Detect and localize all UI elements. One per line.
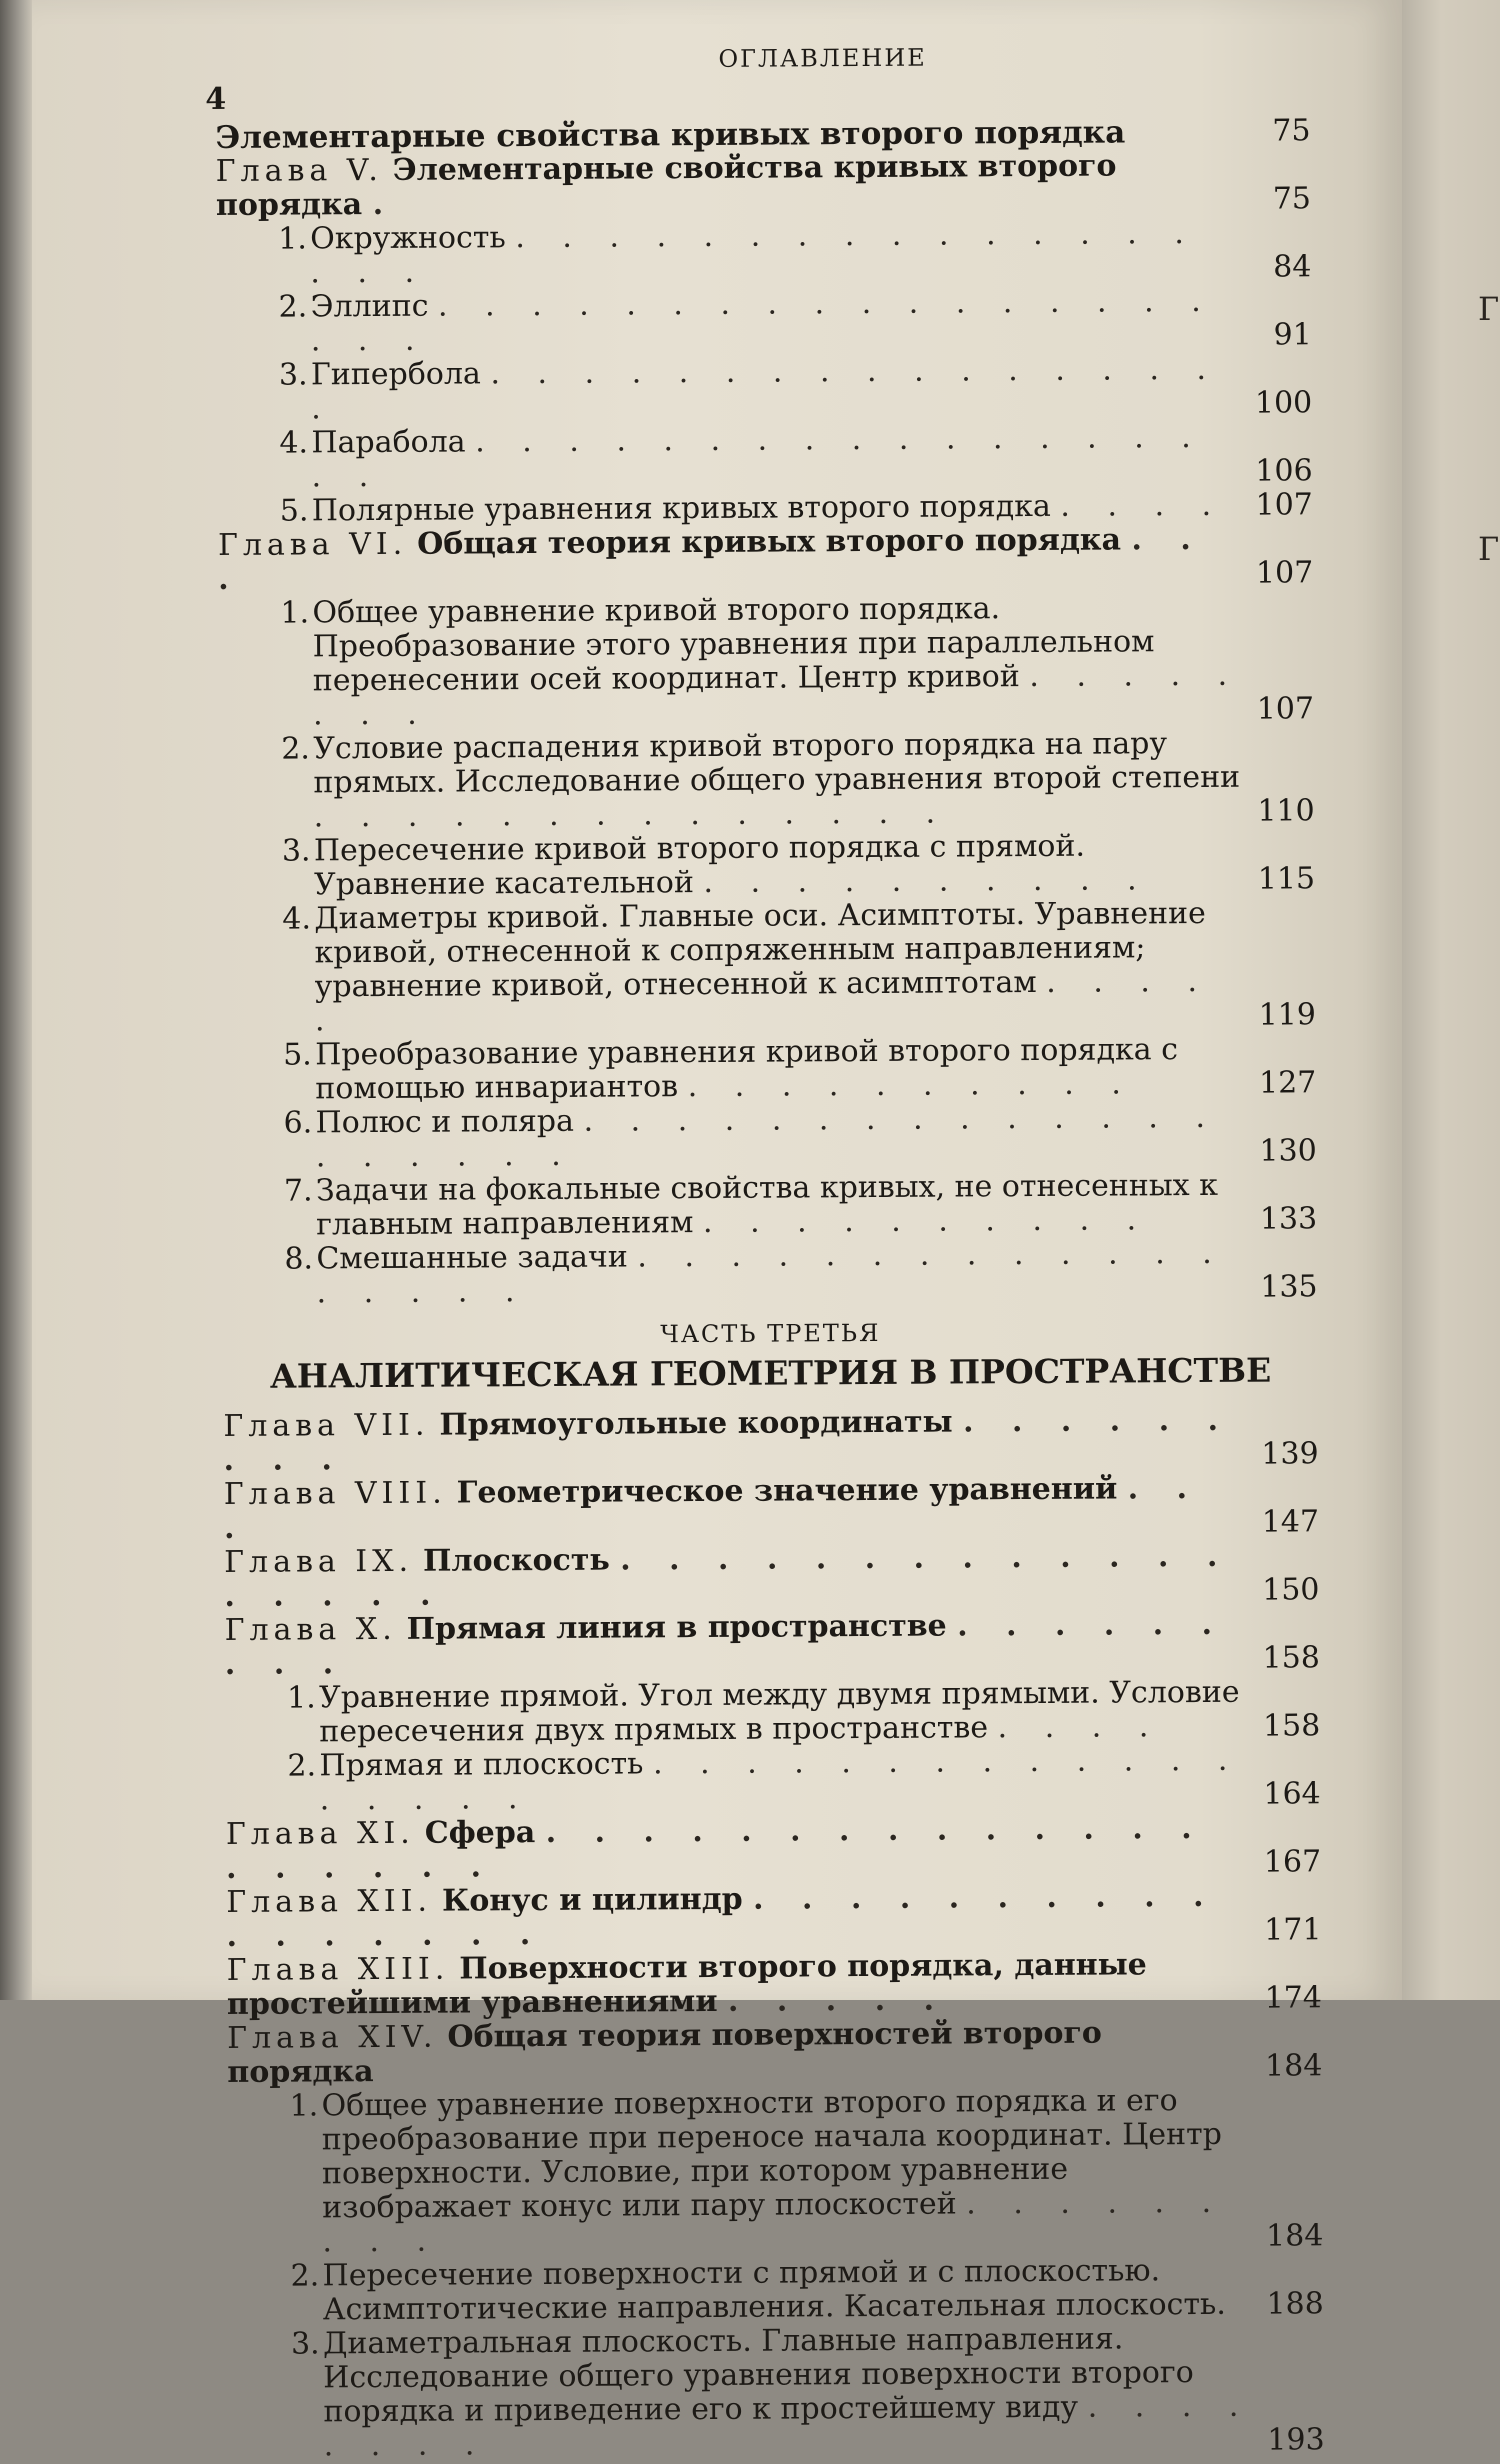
toc-section: 1. Окружность . . . . . . . . . . . . . . . . . . 84 <box>278 215 1312 291</box>
chapter-prefix: Глава VI. <box>217 526 408 563</box>
section-number: 8. <box>284 1241 314 1277</box>
section-number: 2. <box>281 731 311 767</box>
toc-page-number: 130 <box>1259 1133 1317 1169</box>
section-title: Диаметры кривой. Главные оси. Асимптоты. Уравнение кривой, отнесенной к сопряженным направлениям; уравнение кривой, отнесенной к асимптотам <box>314 895 1206 1005</box>
toc-chapter: Глава XIII. Поверхности второго порядка, данные простейшими уравнениями . . . . . 174 <box>226 1947 1323 2022</box>
toc-page-number: 91 <box>1273 317 1312 353</box>
chapter-title: Геометрическое значение уравнений <box>456 1471 1118 1511</box>
toc-section: 1. Уравнение прямой. Угол между двумя прямыми. Условие пересечения двух прямых в пространстве . . . . 158 <box>286 1674 1321 1750</box>
chapter-title: Элементарные свойства кривых второго порядка <box>215 148 1117 223</box>
toc-page-number: 171 <box>1264 1912 1322 1948</box>
section-number: 5. <box>279 493 309 529</box>
toc-page-number: 84 <box>1273 249 1312 285</box>
toc-page-number: 184 <box>1264 2048 1323 2084</box>
toc-page-number: 110 <box>1257 793 1315 829</box>
previous-page-edge <box>0 0 32 2000</box>
section-title: Общее уравнение кривой второго порядка. Преобразование этого уравнения при параллельном перенесении осей координат. Центр кривой <box>312 591 1155 699</box>
toc-chapter: Глава V. Элементарные свойства кривых второго порядка . 75 <box>215 148 1312 223</box>
toc-section: 6. Полюс и поляра . . . . . . . . . . . . . . . . . . . . 130 <box>283 1099 1317 1175</box>
section-title: Условие распадения кривой второго порядка на пару прямых. Исследование общего уравнения второй степени <box>313 726 1241 801</box>
section-title: Пересечение кривой второго порядка с прямой. Уравнение касательной <box>313 828 1086 903</box>
toc-chapter <box>227 2015 1322 2090</box>
section-number: 4. <box>282 901 312 937</box>
toc-page-number: 184 <box>1266 2218 1324 2254</box>
section-number: 5. <box>283 1037 312 1073</box>
part-label: ЧАСТЬ ТРЕТЬЯ <box>660 1318 881 1349</box>
table-of-contents <box>205 41 1325 2464</box>
toc-page-number: 135 <box>1260 1269 1318 1305</box>
chapter-prefix: Глава VIII. <box>223 1475 447 1512</box>
part-heading: АНАЛИТИЧЕСКАЯ ГЕОМЕТРИЯ В ПРОСТРАНСТВЕ <box>269 1350 1272 1396</box>
toc-page-number: 158 <box>1262 1708 1321 1744</box>
toc-section: 3. Гипербола . . . . . . . . . . . . . . . . . 100 <box>278 351 1313 427</box>
next-page-edge <box>1402 0 1500 2000</box>
toc-page-number: 174 <box>1264 1980 1323 2016</box>
toc-page-number: 164 <box>1263 1776 1321 1812</box>
toc-chapter: Глава VI. Общая теория кривых второго порядка . . . 107 <box>217 521 1314 597</box>
chapter-prefix: Глава XIII. <box>226 1951 450 1988</box>
toc-page-number: 147 <box>1261 1504 1320 1540</box>
toc-section: 1. Общее уравнение поверхности второго порядка и его преобразование при переносе начала координат. Центр поверхности. Условие, при котором уравнение изображает конус или пару плоскостей . . . . . . . . . 184 <box>289 2083 1324 2260</box>
section-title: Полярные уравнения кривых второго порядка <box>311 488 1051 529</box>
toc-chapter: Глава XI. Сфера . . . . . . . . . . . . . . . . . . . . 167 <box>225 1810 1322 1886</box>
section-number: 7. <box>283 1173 313 1209</box>
chapter-prefix: Глава IX. <box>224 1543 414 1580</box>
toc-page-number: 188 <box>1266 2286 1324 2322</box>
toc-page-number: 107 <box>1256 691 1315 727</box>
section-number: 1. <box>278 221 307 257</box>
toc-page-number: 75 <box>1272 113 1311 149</box>
chapter-title: Поверхности второго порядка, данные простейшими уравнениями <box>226 1947 1147 2022</box>
toc-page-number: 193 <box>1267 2422 1325 2458</box>
chapter-title: Общая теория кривых второго порядка <box>417 522 1122 562</box>
section-title: Прямая и плоскость <box>319 1746 644 1784</box>
toc-page-number: 127 <box>1258 1065 1317 1101</box>
section-title: Диаметральная плоскость. Главные направления. Исследование общего уравнения поверхности второго порядка и приведение его к простейшему виду <box>322 2321 1194 2430</box>
section-title: Преобразование уравнения кривой второго порядка с помощью инвариантов <box>315 1032 1179 1107</box>
section-title: Смешанные задачи <box>316 1239 628 1277</box>
page-number: 4 <box>205 81 227 118</box>
chapter-prefix: Глава XII. <box>226 1883 433 1920</box>
section-number: 4. <box>279 425 309 461</box>
section-number: 1. <box>289 2088 319 2124</box>
toc-section: 5. Преобразование уравнения кривой второго порядка с помощью инвариантов . . . . . . . . . . 127 <box>283 1032 1317 1107</box>
section-title: Гипербола <box>310 356 481 393</box>
section-number: 2. <box>287 1748 317 1784</box>
section-title: Полюс и поляра <box>315 1103 575 1141</box>
toc-page-number: 107 <box>1255 555 1314 591</box>
toc-section: 4. Диаметры кривой. Главные оси. Асимптоты. Уравнение кривой, отнесенной к сопряженным направлениям; уравнение кривой, отнесенной к асимптотам . . . . . 119 <box>282 895 1317 1039</box>
toc-page-number: 75 <box>1272 181 1312 217</box>
toc-chapter: Глава IX. Плоскость . . . . . . . . . . . . . . . . . . 150 <box>224 1538 1320 1614</box>
toc-lead-title: Элементарные свойства кривых второго порядка <box>215 114 1126 156</box>
toc-section: 4. Парабола . . . . . . . . . . . . . . . . . . 106 <box>279 419 1313 495</box>
toc-chapter: Глава XII. Конус и цилиндр . . . . . . . . . . . . . . . . . 171 <box>226 1878 1322 1954</box>
section-number: 3. <box>278 357 308 393</box>
running-title: ОГЛАВЛЕНИЕ <box>718 43 927 73</box>
toc-chapter: Глава VII. Прямоугольные координаты . . . . . . . . . 139 <box>223 1402 1319 1478</box>
toc-section: 7. Задачи на фокальные свойства кривых, не отнесенных к главным направлениям . . . . . . . . . . 133 <box>283 1167 1318 1243</box>
toc-page-number: 106 <box>1255 453 1313 489</box>
toc-section: 1. Общее уравнение кривой второго порядка. Преобразование этого уравнения при параллельном перенесении осей координат. Центр кривой . . . . . . . . 107 <box>280 591 1315 733</box>
toc-page-number: 158 <box>1262 1640 1320 1676</box>
toc-section: 2. Прямая и плоскость . . . . . . . . . . . . . . . . . . 164 <box>287 1742 1321 1818</box>
toc-section: 3. Пересечение кривой второго порядка с прямой. Уравнение касательной . . . . . . . . . . 115 <box>281 828 1316 903</box>
chapter-prefix: Глава XIV. <box>227 2019 438 2056</box>
chapter-title: Прямая линия в пространстве <box>406 1608 947 1647</box>
toc-page-number: 139 <box>1261 1436 1319 1472</box>
toc-page-number: 167 <box>1263 1844 1322 1880</box>
toc-page-number: 119 <box>1258 997 1317 1033</box>
chapter-title: Прямоугольные координаты <box>439 1404 953 1443</box>
toc-section: 2. Условие распадения кривой второго порядка на пару прямых. Исследование общего уравнения второй степени . . . . . . . . . . . . . . 110 <box>281 726 1315 835</box>
toc-page-number: 115 <box>1257 861 1316 897</box>
toc-chapter: Глава X. Прямая линия в пространстве . . . . . . . . . 158 <box>224 1606 1320 1682</box>
section-number: 6. <box>283 1105 313 1141</box>
toc-section: 2. Эллипс . . . . . . . . . . . . . . . . . . . . 91 <box>278 283 1312 359</box>
section-title: Окружность <box>310 220 506 257</box>
chapter-prefix: Глава X. <box>224 1611 397 1648</box>
section-title: Уравнение прямой. Угол между двумя прямыми. Условие пересечения двух прямых в пространстве <box>318 1674 1240 1750</box>
section-number: 3. <box>290 2326 320 2362</box>
section-number: 2. <box>290 2258 320 2294</box>
section-title: Эллипс <box>310 288 429 325</box>
chapter-prefix: Глава VII. <box>223 1407 430 1444</box>
toc-section: 8. Смешанные задачи . . . . . . . . . . . . . . . . . . 135 <box>284 1235 1318 1311</box>
toc-page-number: 133 <box>1259 1201 1318 1237</box>
toc-page-number: 107 <box>1255 487 1313 523</box>
section-number: 3. <box>281 833 311 869</box>
chapter-title: Сфера <box>424 1815 536 1851</box>
toc-section: 5. Полярные уравнения кривых второго порядка . . . . 107 <box>279 487 1313 529</box>
section-title: Пересечение поверхности с прямой и с плоскостью. Асимптотические направления. Касательная плоскость. <box>322 2253 1226 2328</box>
section-number: 2. <box>278 289 308 325</box>
chapter-title: Общая теория поверхностей второго порядка <box>227 2015 1102 2090</box>
chapter-prefix: Глава XI. <box>225 1815 415 1852</box>
section-number: 1. <box>280 595 310 631</box>
section-title: Парабола <box>311 424 466 461</box>
section-title: Задачи на фокальные свойства кривых, не отнесенных к главным направлениям <box>315 1167 1219 1243</box>
chapter-title: Конус и цилиндр <box>441 1881 743 1919</box>
chapter-title: Плоскость <box>423 1542 610 1579</box>
next-page-fragment: Г <box>1478 530 1500 568</box>
toc-page-number: 100 <box>1254 385 1313 421</box>
next-page-fragment: Г <box>1478 290 1500 328</box>
toc-page-number: 150 <box>1262 1572 1320 1608</box>
toc-section <box>229 2253 1324 2328</box>
section-title: Общее уравнение поверхности второго порядка и его преобразование при переносе начала координат. Центр поверхности. Условие, при котором уравнение изображает конус или пару плоскостей <box>321 2083 1222 2226</box>
chapter-prefix: Глава V. <box>215 152 383 189</box>
toc-section: 3. Диаметральная плоскость. Главные направления. Исследование общего уравнения поверхности второго порядка и приведение его к простейшему виду . . . . . . . . 193 <box>290 2321 1325 2464</box>
toc-chapter: Глава VIII. Геометрическое значение уравнений . . . 147 <box>223 1471 1320 1546</box>
section-number: 1. <box>286 1680 316 1716</box>
